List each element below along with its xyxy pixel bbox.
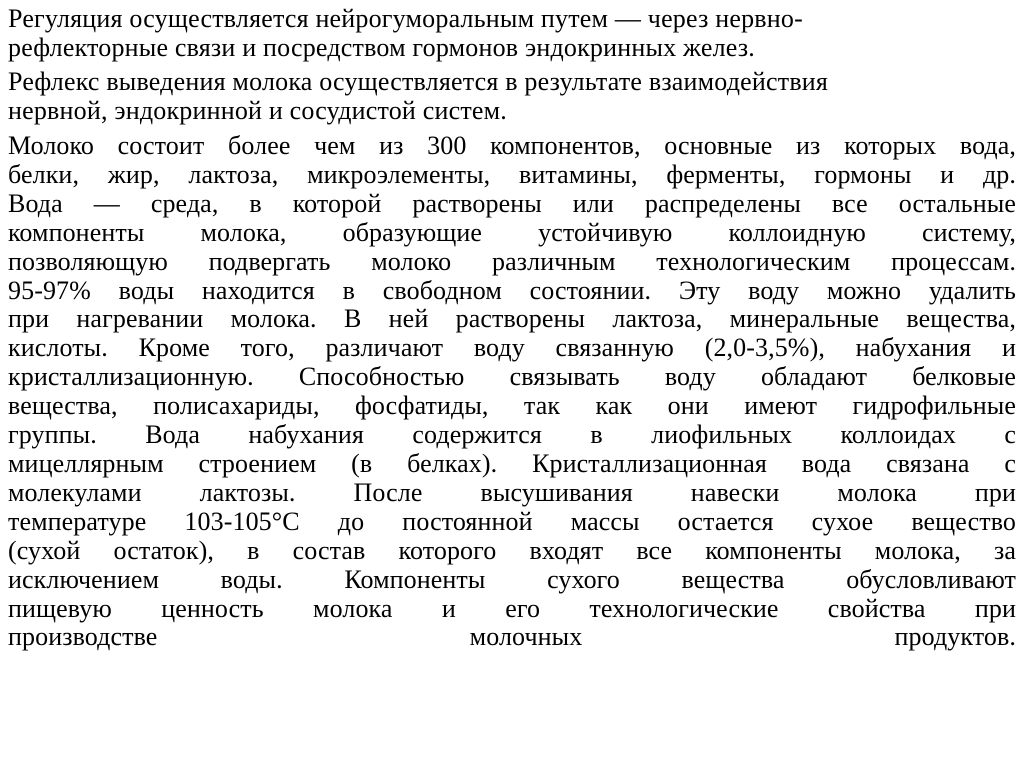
text-line: кислоты. Кроме того, различают воду связанную (2,0-3,5%), набухания и (8, 333, 1016, 363)
text-line: группы. Вода набухания содержится в лиофильных коллоидах с (8, 420, 1016, 450)
text-line: кристаллизационную. Способностью связывать воду обладают белковые (8, 362, 1016, 392)
text-line: позволяющую подвергать молоко различным технологическим процессам. (8, 246, 1016, 276)
text-line: нервной, эндокринной и сосудистой систем. (8, 95, 507, 125)
text-line: Регуляция осуществляется нейрогуморальным путем — через нервно- (8, 4, 803, 33)
text-line: температуре 103-105°С до постоянной массы остается сухое вещество (8, 506, 1016, 536)
text-line: вещества, полисахариды, фосфатиды, так как они имеют гидрофильные (8, 391, 1016, 421)
text-line: белки, жир, лактоза, микроэлементы, витамины, ферменты, гормоны и др. (8, 159, 1016, 189)
text-line: Рефлекс выведения молока осуществляется в результате взаимодействия (8, 67, 829, 96)
text-line: при нагревании молока. В ней растворены лактоза, минеральные вещества, (8, 304, 1016, 334)
text-line: мицеллярным строением (в белках). Кристаллизационная вода связана с (8, 448, 1016, 478)
text-line: молекулами лактозы. После высушивания навески молока при (8, 477, 1016, 507)
paragraph-milk-reflex (8, 68, 1016, 125)
text-line: исключением воды. Компоненты сухого вещества обусловливают (8, 564, 1016, 594)
text-line: производстве молочных продуктов. (8, 622, 1016, 652)
text-line: Молоко состоит более чем из 300 компонентов, основные из которых вода, (8, 131, 1016, 160)
text-line: (сухой остаток), в состав которого входят все компоненты молока, за (8, 535, 1016, 565)
paragraph-milk-composition (8, 132, 1016, 652)
text-line: компоненты молока, образующие устойчивую коллоидную систему, (8, 217, 1016, 247)
text-line: рефлекторные связи и посредством гормонов эндокринных желез. (8, 32, 755, 62)
paragraph-regulation (8, 5, 1016, 62)
text-line: Вода — среда, в которой растворены или распределены все остальные (8, 188, 1016, 218)
slide-body (8, 5, 1016, 652)
text-line: пищевую ценность молока и его технологические свойства при (8, 593, 1016, 623)
text-line: 95-97% воды находится в свободном состоянии. Эту воду можно удалить (8, 275, 1016, 305)
